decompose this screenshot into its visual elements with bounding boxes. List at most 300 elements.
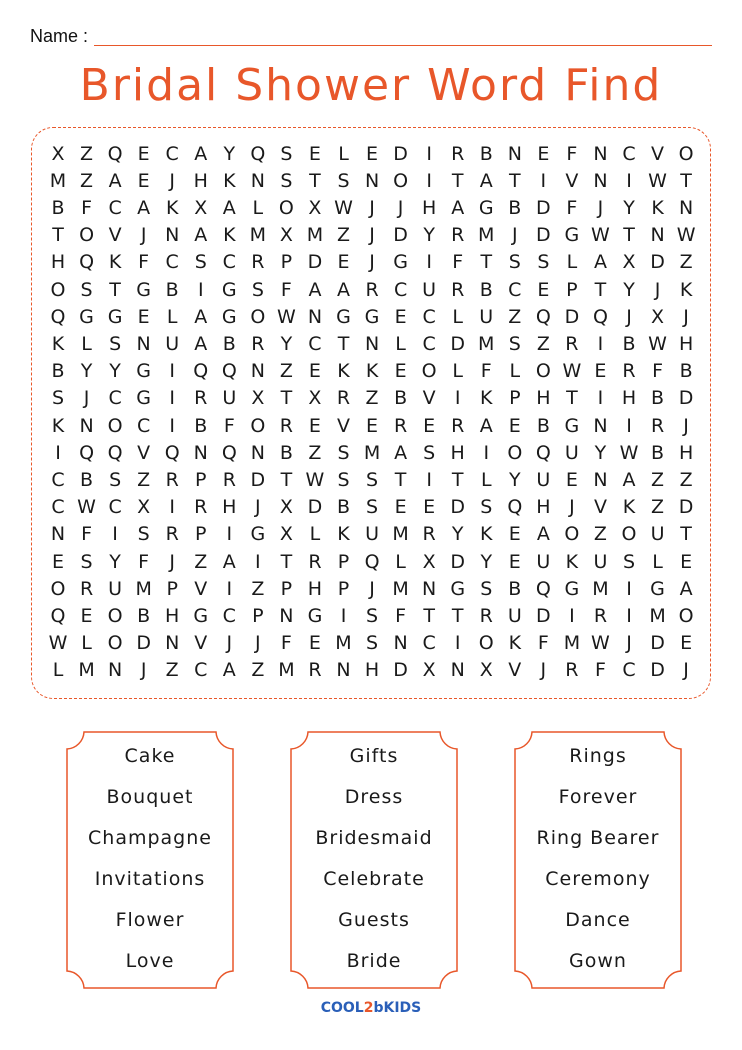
grid-letter: L xyxy=(81,632,92,655)
grid-letter: B xyxy=(508,577,522,600)
grid-letter: H xyxy=(450,441,465,464)
grid-letter: R xyxy=(451,142,465,165)
grid-letter: N xyxy=(50,523,66,546)
grid-letter: S xyxy=(480,577,493,600)
grid-letter: J xyxy=(511,224,518,247)
grid-letter: I xyxy=(626,577,632,600)
grid-letter: J xyxy=(369,196,375,219)
grid-letter: R xyxy=(565,659,579,682)
grid-letter: R xyxy=(251,251,265,274)
grid-letter: H xyxy=(678,441,694,464)
grid-letter: P xyxy=(509,387,521,410)
grid-letter: Q xyxy=(79,441,95,464)
grid-letter: X xyxy=(622,251,636,274)
grid-letter: A xyxy=(222,196,236,219)
grid-letter: E xyxy=(508,550,521,573)
grid-letter: K xyxy=(679,278,693,301)
grid-letter: J xyxy=(369,251,375,274)
grid-letter: Z xyxy=(194,550,208,573)
grid-letter: B xyxy=(165,278,179,301)
grid-letter: J xyxy=(369,577,375,600)
grid-letter: G xyxy=(564,577,580,600)
grid-letter: S xyxy=(366,496,379,519)
cool2bkids-logo xyxy=(0,1000,742,1016)
word-item: Cake xyxy=(124,745,176,767)
grid-letter: F xyxy=(223,414,235,437)
grid-letter: I xyxy=(226,577,233,600)
grid-letter: Q xyxy=(79,251,95,274)
word-item: Bride xyxy=(346,950,402,972)
grid-letter: I xyxy=(454,632,461,655)
word-list-1 xyxy=(66,731,234,989)
grid-letter: D xyxy=(536,604,551,627)
grid-letter: I xyxy=(169,414,175,437)
grid-letter: P xyxy=(337,577,350,600)
word-item: Guests xyxy=(338,909,410,931)
grid-letter: S xyxy=(280,142,293,165)
grid-letter: X xyxy=(279,523,293,546)
grid-letter: Z xyxy=(651,468,665,491)
grid-letter: N xyxy=(593,414,608,437)
grid-letter: R xyxy=(279,414,293,437)
grid-letter: T xyxy=(566,387,578,410)
grid-letter: E xyxy=(423,496,436,519)
grid-letter: N xyxy=(165,632,180,655)
grid-letter: N xyxy=(593,468,608,491)
grid-letter: J xyxy=(83,387,90,410)
grid-letter: H xyxy=(193,169,208,192)
grid-letter: V xyxy=(108,224,122,247)
grid-letter: C xyxy=(622,659,636,682)
grid-letter: Q xyxy=(50,305,66,328)
grid-letter: T xyxy=(680,523,692,546)
grid-letter: X xyxy=(479,659,493,682)
grid-letter: C xyxy=(422,632,436,655)
grid-letter: I xyxy=(426,142,432,165)
grid-letter: W xyxy=(276,305,296,328)
word-item: Gown xyxy=(569,950,627,972)
grid-letter: Q xyxy=(164,441,180,464)
grid-letter: D xyxy=(393,142,408,165)
grid-letter: B xyxy=(279,441,293,464)
grid-letter: B xyxy=(508,196,522,219)
grid-letter: N xyxy=(307,305,323,328)
grid-letter: K xyxy=(223,224,236,247)
grid-letter: Q xyxy=(221,360,237,383)
grid-letter: W xyxy=(305,468,325,491)
grid-letter: M xyxy=(306,224,324,247)
grid-letter: N xyxy=(107,659,123,682)
grid-letter: K xyxy=(480,523,493,546)
grid-letter: F xyxy=(280,278,292,301)
grid-letter: Z xyxy=(165,659,179,682)
grid-letter: L xyxy=(81,332,92,355)
grid-letter: X xyxy=(251,387,265,410)
grid-letter: C xyxy=(108,387,122,410)
grid-letter: J xyxy=(140,659,147,682)
word-item: Celebrate xyxy=(323,868,425,890)
grid-letter: Y xyxy=(80,360,93,383)
grid-letter: S xyxy=(337,441,350,464)
grid-letter: Z xyxy=(336,224,351,247)
grid-letter: A xyxy=(593,251,607,274)
grid-letter: B xyxy=(651,387,665,410)
grid-letter: R xyxy=(308,550,322,573)
grid-letter: M xyxy=(592,577,609,600)
grid-letter: U xyxy=(536,550,551,573)
grid-letter: A xyxy=(337,278,350,301)
grid-letter: C xyxy=(393,278,408,301)
grid-letter: K xyxy=(51,332,65,355)
grid-letter: O xyxy=(564,523,580,546)
grid-letter: E xyxy=(394,496,407,519)
grid-letter: Y xyxy=(451,523,464,546)
grid-letter: F xyxy=(280,632,292,655)
word-list-3 xyxy=(514,731,682,989)
grid-letter: O xyxy=(50,577,66,600)
grid-letter: R xyxy=(622,360,636,383)
grid-letter: O xyxy=(478,632,494,655)
grid-letter: A xyxy=(108,169,122,192)
grid-letter: J xyxy=(683,414,689,437)
grid-letter: E xyxy=(308,632,321,655)
grid-letter: Q xyxy=(107,142,123,165)
grid-letter: G xyxy=(221,278,237,301)
grid-letter: D xyxy=(536,196,551,219)
grid-letter: J xyxy=(597,196,604,219)
grid-letter: X xyxy=(422,659,436,682)
grid-letter: U xyxy=(564,441,579,464)
grid-letter: R xyxy=(451,278,465,301)
grid-letter: N xyxy=(364,332,380,355)
word-item: Ring Bearer xyxy=(536,827,660,849)
grid-letter: S xyxy=(194,251,207,274)
grid-letter: U xyxy=(479,305,494,328)
grid-letter: Z xyxy=(536,332,550,355)
grid-letter: G xyxy=(136,360,151,383)
grid-letter: M xyxy=(392,523,409,546)
grid-letter: I xyxy=(169,496,175,519)
grid-letter: R xyxy=(593,604,608,627)
grid-letter: D xyxy=(250,468,266,491)
grid-letter: S xyxy=(137,523,150,546)
grid-letter: C xyxy=(165,251,179,274)
grid-letter: O xyxy=(393,169,409,192)
grid-letter: G xyxy=(107,305,123,328)
grid-letter: R xyxy=(222,468,236,491)
grid-letter: A xyxy=(194,224,208,247)
grid-letter: U xyxy=(507,604,522,627)
grid-letter: X xyxy=(279,224,293,247)
grid-letter: M xyxy=(649,604,666,627)
grid-letter: D xyxy=(564,305,580,328)
grid-letter: I xyxy=(454,387,461,410)
grid-letter: F xyxy=(594,659,606,682)
grid-letter: F xyxy=(81,196,93,219)
grid-letter: K xyxy=(508,632,522,655)
grid-letter: B xyxy=(651,441,665,464)
grid-letter: S xyxy=(280,169,293,192)
grid-letter: N xyxy=(507,142,522,165)
page-title: Bridal Shower Word Find xyxy=(79,60,663,111)
grid-letter: I xyxy=(426,251,432,274)
grid-letter: B xyxy=(194,414,208,437)
grid-letter: I xyxy=(426,169,432,192)
grid-letter: Z xyxy=(279,360,293,383)
grid-letter: F xyxy=(652,360,664,383)
grid-letter: J xyxy=(169,169,175,192)
grid-letter: W xyxy=(591,224,610,247)
grid-letter: M xyxy=(249,224,267,247)
grid-letter: R xyxy=(479,604,493,627)
grid-letter: N xyxy=(593,142,608,165)
grid-letter: O xyxy=(107,414,123,437)
grid-letter: Z xyxy=(651,496,665,519)
grid-letter: U xyxy=(108,577,123,600)
grid-letter: M xyxy=(478,224,495,247)
grid-letter: X xyxy=(51,142,65,165)
grid-letter: K xyxy=(622,496,636,519)
grid-letter: Z xyxy=(679,468,693,491)
grid-letter: K xyxy=(337,523,350,546)
grid-letter: E xyxy=(680,550,693,573)
grid-letter: P xyxy=(195,468,207,491)
word-item: Bridesmaid xyxy=(315,827,433,849)
grid-letter: R xyxy=(194,387,208,410)
grid-letter: U xyxy=(365,523,379,546)
grid-letter: C xyxy=(308,332,322,355)
grid-letter: A xyxy=(479,414,493,437)
grid-letter: D xyxy=(136,632,151,655)
grid-letter: N xyxy=(79,414,94,437)
grid-letter: G xyxy=(478,196,494,219)
grid-letter: J xyxy=(626,632,632,655)
grid-letter: O xyxy=(278,196,294,219)
grid-letter: D xyxy=(450,332,465,355)
grid-letter: D xyxy=(307,251,323,274)
grid-letter: M xyxy=(335,632,352,655)
grid-letter: B xyxy=(137,604,151,627)
word-item: Bouquet xyxy=(106,786,194,808)
grid-letter: L xyxy=(452,360,463,383)
grid-letter: W xyxy=(648,332,667,355)
grid-letter: Y xyxy=(508,468,521,491)
grid-letter: C xyxy=(422,305,436,328)
grid-letter: O xyxy=(250,305,266,328)
grid-letter: D xyxy=(678,496,694,519)
grid-letter: O xyxy=(535,360,551,383)
name-label: Name : xyxy=(30,26,89,46)
grid-letter: R xyxy=(165,468,179,491)
grid-letter: I xyxy=(426,468,432,491)
grid-letter: A xyxy=(536,523,550,546)
grid-letter: E xyxy=(137,142,150,165)
grid-letter: D xyxy=(307,496,323,519)
grid-letter: L xyxy=(452,305,463,328)
grid-letter: H xyxy=(536,496,551,519)
grid-letter: E xyxy=(537,142,550,165)
grid-letter: V xyxy=(651,142,665,165)
grid-letter: U xyxy=(165,332,180,355)
grid-letter: H xyxy=(678,332,694,355)
grid-letter: T xyxy=(280,387,293,410)
grid-letter: N xyxy=(279,604,294,627)
grid-letter: A xyxy=(679,577,693,600)
grid-letter: H xyxy=(421,196,437,219)
grid-letter: A xyxy=(308,278,322,301)
grid-letter: M xyxy=(563,632,581,655)
grid-letter: T xyxy=(623,224,635,247)
grid-letter: Q xyxy=(221,441,237,464)
grid-letter: I xyxy=(226,523,233,546)
grid-letter: U xyxy=(422,278,437,301)
grid-letter: F xyxy=(138,550,150,573)
grid-letter: J xyxy=(169,550,175,573)
word-item: Champagne xyxy=(88,827,212,849)
grid-letter: R xyxy=(451,414,465,437)
grid-letter: W xyxy=(648,169,667,192)
grid-letter: E xyxy=(394,360,407,383)
grid-letter: F xyxy=(480,360,492,383)
grid-letter: C xyxy=(108,196,122,219)
grid-letter: S xyxy=(51,387,65,410)
grid-letter: D xyxy=(450,550,465,573)
grid-letter: G xyxy=(393,251,408,274)
grid-letter: V xyxy=(422,387,436,410)
grid-letter: P xyxy=(280,577,293,600)
grid-letter: Z xyxy=(251,659,265,682)
grid-letter: F xyxy=(395,604,407,627)
grid-letter: A xyxy=(137,196,151,219)
grid-letter: S xyxy=(109,332,122,355)
grid-letter: G xyxy=(79,305,94,328)
grid-letter: J xyxy=(226,632,233,655)
grid-letter: E xyxy=(366,414,379,437)
grid-letter: W xyxy=(562,360,582,383)
word-item: Love xyxy=(125,950,175,972)
grid-letter: G xyxy=(450,577,466,600)
grid-letter: V xyxy=(194,577,208,600)
grid-letter: X xyxy=(651,305,665,328)
grid-letter: A xyxy=(479,169,493,192)
grid-letter: Q xyxy=(250,142,266,165)
grid-letter: B xyxy=(394,387,408,410)
grid-letter: Z xyxy=(308,441,322,464)
grid-letter: Q xyxy=(364,550,380,573)
grid-letter: H xyxy=(50,251,66,274)
grid-letter: S xyxy=(480,496,493,519)
grid-letter: G xyxy=(307,604,323,627)
grid-letter: P xyxy=(195,523,207,546)
grid-letter: C xyxy=(51,496,65,519)
grid-letter: C xyxy=(222,604,236,627)
grid-letter: O xyxy=(621,523,637,546)
grid-letter: H xyxy=(364,659,380,682)
grid-letter: M xyxy=(363,441,381,464)
grid-letter: B xyxy=(479,142,493,165)
grid-letter: W xyxy=(591,632,610,655)
grid-letter: S xyxy=(337,169,350,192)
grid-letter: Q xyxy=(193,360,209,383)
grid-letter: R xyxy=(336,387,351,410)
grid-letter: F xyxy=(138,251,150,274)
grid-letter: Y xyxy=(109,550,121,573)
grid-letter: T xyxy=(394,468,407,491)
grid-letter: C xyxy=(222,251,236,274)
grid-letter: X xyxy=(194,196,208,219)
grid-letter: G xyxy=(564,224,580,247)
grid-letter: T xyxy=(594,278,607,301)
word-item: Dress xyxy=(344,786,404,808)
grid-letter: E xyxy=(308,142,321,165)
grid-letter: H xyxy=(165,604,180,627)
grid-letter: J xyxy=(683,305,689,328)
grid-letter: N xyxy=(364,169,380,192)
grid-letter: N xyxy=(250,169,265,192)
grid-letter: E xyxy=(337,251,350,274)
grid-letter: O xyxy=(678,142,694,165)
grid-letter: T xyxy=(337,332,350,355)
grid-letter: Z xyxy=(508,305,522,328)
grid-letter: N xyxy=(593,169,608,192)
grid-letter: M xyxy=(478,332,495,355)
grid-letter: V xyxy=(565,169,579,192)
grid-letter: B xyxy=(222,332,236,355)
grid-letter: Y xyxy=(480,550,493,573)
grid-letter: E xyxy=(308,414,321,437)
grid-letter: Y xyxy=(109,360,121,383)
grid-letter: I xyxy=(483,441,490,464)
grid-letter: Q xyxy=(592,305,608,328)
word-item: Gifts xyxy=(349,745,399,767)
grid-letter: S xyxy=(109,468,122,491)
grid-letter: J xyxy=(369,224,375,247)
grid-letter: T xyxy=(52,224,64,247)
grid-letter: E xyxy=(565,468,578,491)
grid-letter: U xyxy=(593,550,608,573)
grid-letter: O xyxy=(107,604,123,627)
grid-letter: T xyxy=(109,278,121,301)
grid-letter: G xyxy=(193,604,209,627)
grid-letter: D xyxy=(450,496,465,519)
grid-letter: T xyxy=(423,604,435,627)
grid-letter: Y xyxy=(623,278,635,301)
grid-letter: N xyxy=(650,224,665,247)
grid-letter: E xyxy=(508,523,521,546)
grid-letter: M xyxy=(135,577,152,600)
grid-letter: P xyxy=(280,251,293,274)
grid-letter: A xyxy=(222,550,236,573)
grid-letter: B xyxy=(51,360,65,383)
grid-letter: L xyxy=(166,305,178,328)
grid-letter: A xyxy=(622,468,636,491)
grid-letter: O xyxy=(507,441,523,464)
grid-letter: N xyxy=(250,360,265,383)
grid-letter: G xyxy=(364,305,380,328)
grid-letter: I xyxy=(597,332,604,355)
grid-letter: M xyxy=(49,169,67,192)
grid-letter: R xyxy=(451,224,465,247)
grid-letter: S xyxy=(80,550,93,573)
grid-letter: R xyxy=(194,496,208,519)
grid-letter: K xyxy=(51,414,65,437)
grid-letter: N xyxy=(422,577,437,600)
grid-letter: X xyxy=(308,196,322,219)
grid-letter: R xyxy=(565,332,579,355)
grid-letter: Q xyxy=(535,305,551,328)
grid-letter: W xyxy=(77,496,96,519)
grid-letter: Z xyxy=(80,142,94,165)
